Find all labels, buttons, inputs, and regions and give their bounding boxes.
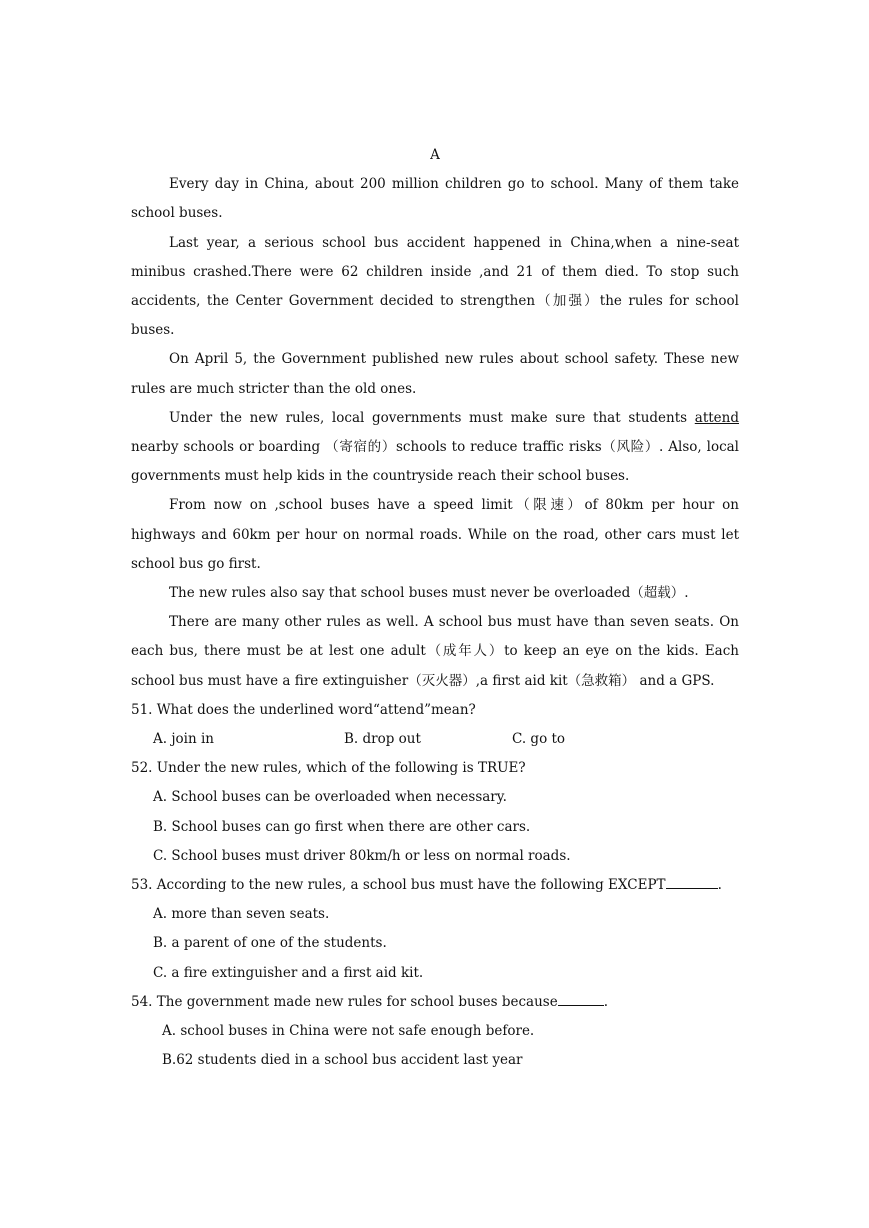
- underlined-word-attend: attend: [694, 409, 739, 426]
- question-51-options: [131, 725, 739, 754]
- question-53-stem: 53. According to the new rules, a school bus must have the following EXCEPT: [131, 877, 666, 894]
- question-53-option-b: B. a parent of one of the students.: [153, 935, 387, 952]
- question-52-option-c: C. School buses must driver 80km/h or less on normal roads.: [153, 847, 571, 864]
- question-54: [131, 988, 739, 1017]
- paragraph-7: There are many other rules as well. A school bus must have than seven seats. On each bus, there must be at lest one adult（成年人）to keep an eye on the kids. Each school bus must have a fire extinguisher（灭火器）,a first aid kit（急救箱） and a GPS.: [131, 614, 739, 689]
- question-51-option-c: C. go to: [512, 731, 566, 748]
- question-53: [131, 871, 739, 900]
- question-51: 51. What does the underlined word“attend”mean?: [131, 701, 476, 718]
- question-52-option-b: B. School buses can go first when there are other cars.: [153, 818, 531, 835]
- question-54-option-a: A. school buses in China were not safe enough before.: [162, 1023, 535, 1040]
- answer-blank: [666, 875, 718, 890]
- document-page: [131, 141, 739, 1076]
- paragraph-1: Every day in China, about 200 million children go to school. Many of them take school buses.: [131, 176, 739, 222]
- paragraph-4: [131, 404, 739, 492]
- question-54-stem: 54. The government made new rules for school buses because: [131, 993, 558, 1010]
- question-51-option-a: A. join in: [153, 731, 214, 748]
- question-53-option-a: A. more than seven seats.: [153, 906, 330, 923]
- passage-label: A: [430, 147, 440, 163]
- paragraph-4-after: nearby schools or boarding （寄宿的）schools to reduce traffic risks（风险）. Also, local governments must help kids in the countryside reach their school buses.: [131, 439, 739, 485]
- question-51-option-b: B. drop out: [344, 731, 421, 748]
- paragraph-6: The new rules also say that school buses must never be overloaded（超载）.: [169, 585, 689, 602]
- answer-blank: [558, 991, 604, 1006]
- question-52-option-a: A. School buses can be overloaded when necessary.: [153, 789, 507, 806]
- question-53-suffix: .: [717, 877, 722, 894]
- paragraph-3: On April 5, the Government published new rules about school safety. These new rules are much stricter than the old ones.: [131, 351, 739, 397]
- paragraph-2: Last year, a serious school bus accident happened in China,when a nine-seat minibus crashed.There were 62 children inside ,and 21 of them died. To stop such accidents, the Center Government decided to strengthen（加强）the rules for school buses.: [131, 234, 739, 339]
- question-54-suffix: .: [603, 993, 608, 1010]
- question-53-option-c: C. a fire extinguisher and a first aid kit.: [153, 964, 424, 981]
- question-52: 52. Under the new rules, which of the following is TRUE?: [131, 760, 526, 777]
- question-54-option-b: B.62 students died in a school bus accident last year: [162, 1052, 523, 1069]
- paragraph-5: From now on ,school buses have a speed limit（限速）of 80km per hour on highways and 60km per hour on normal roads. While on the road, other cars must let school bus go first.: [131, 497, 739, 572]
- paragraph-4-before: Under the new rules, local governments must make sure that students: [169, 409, 695, 426]
